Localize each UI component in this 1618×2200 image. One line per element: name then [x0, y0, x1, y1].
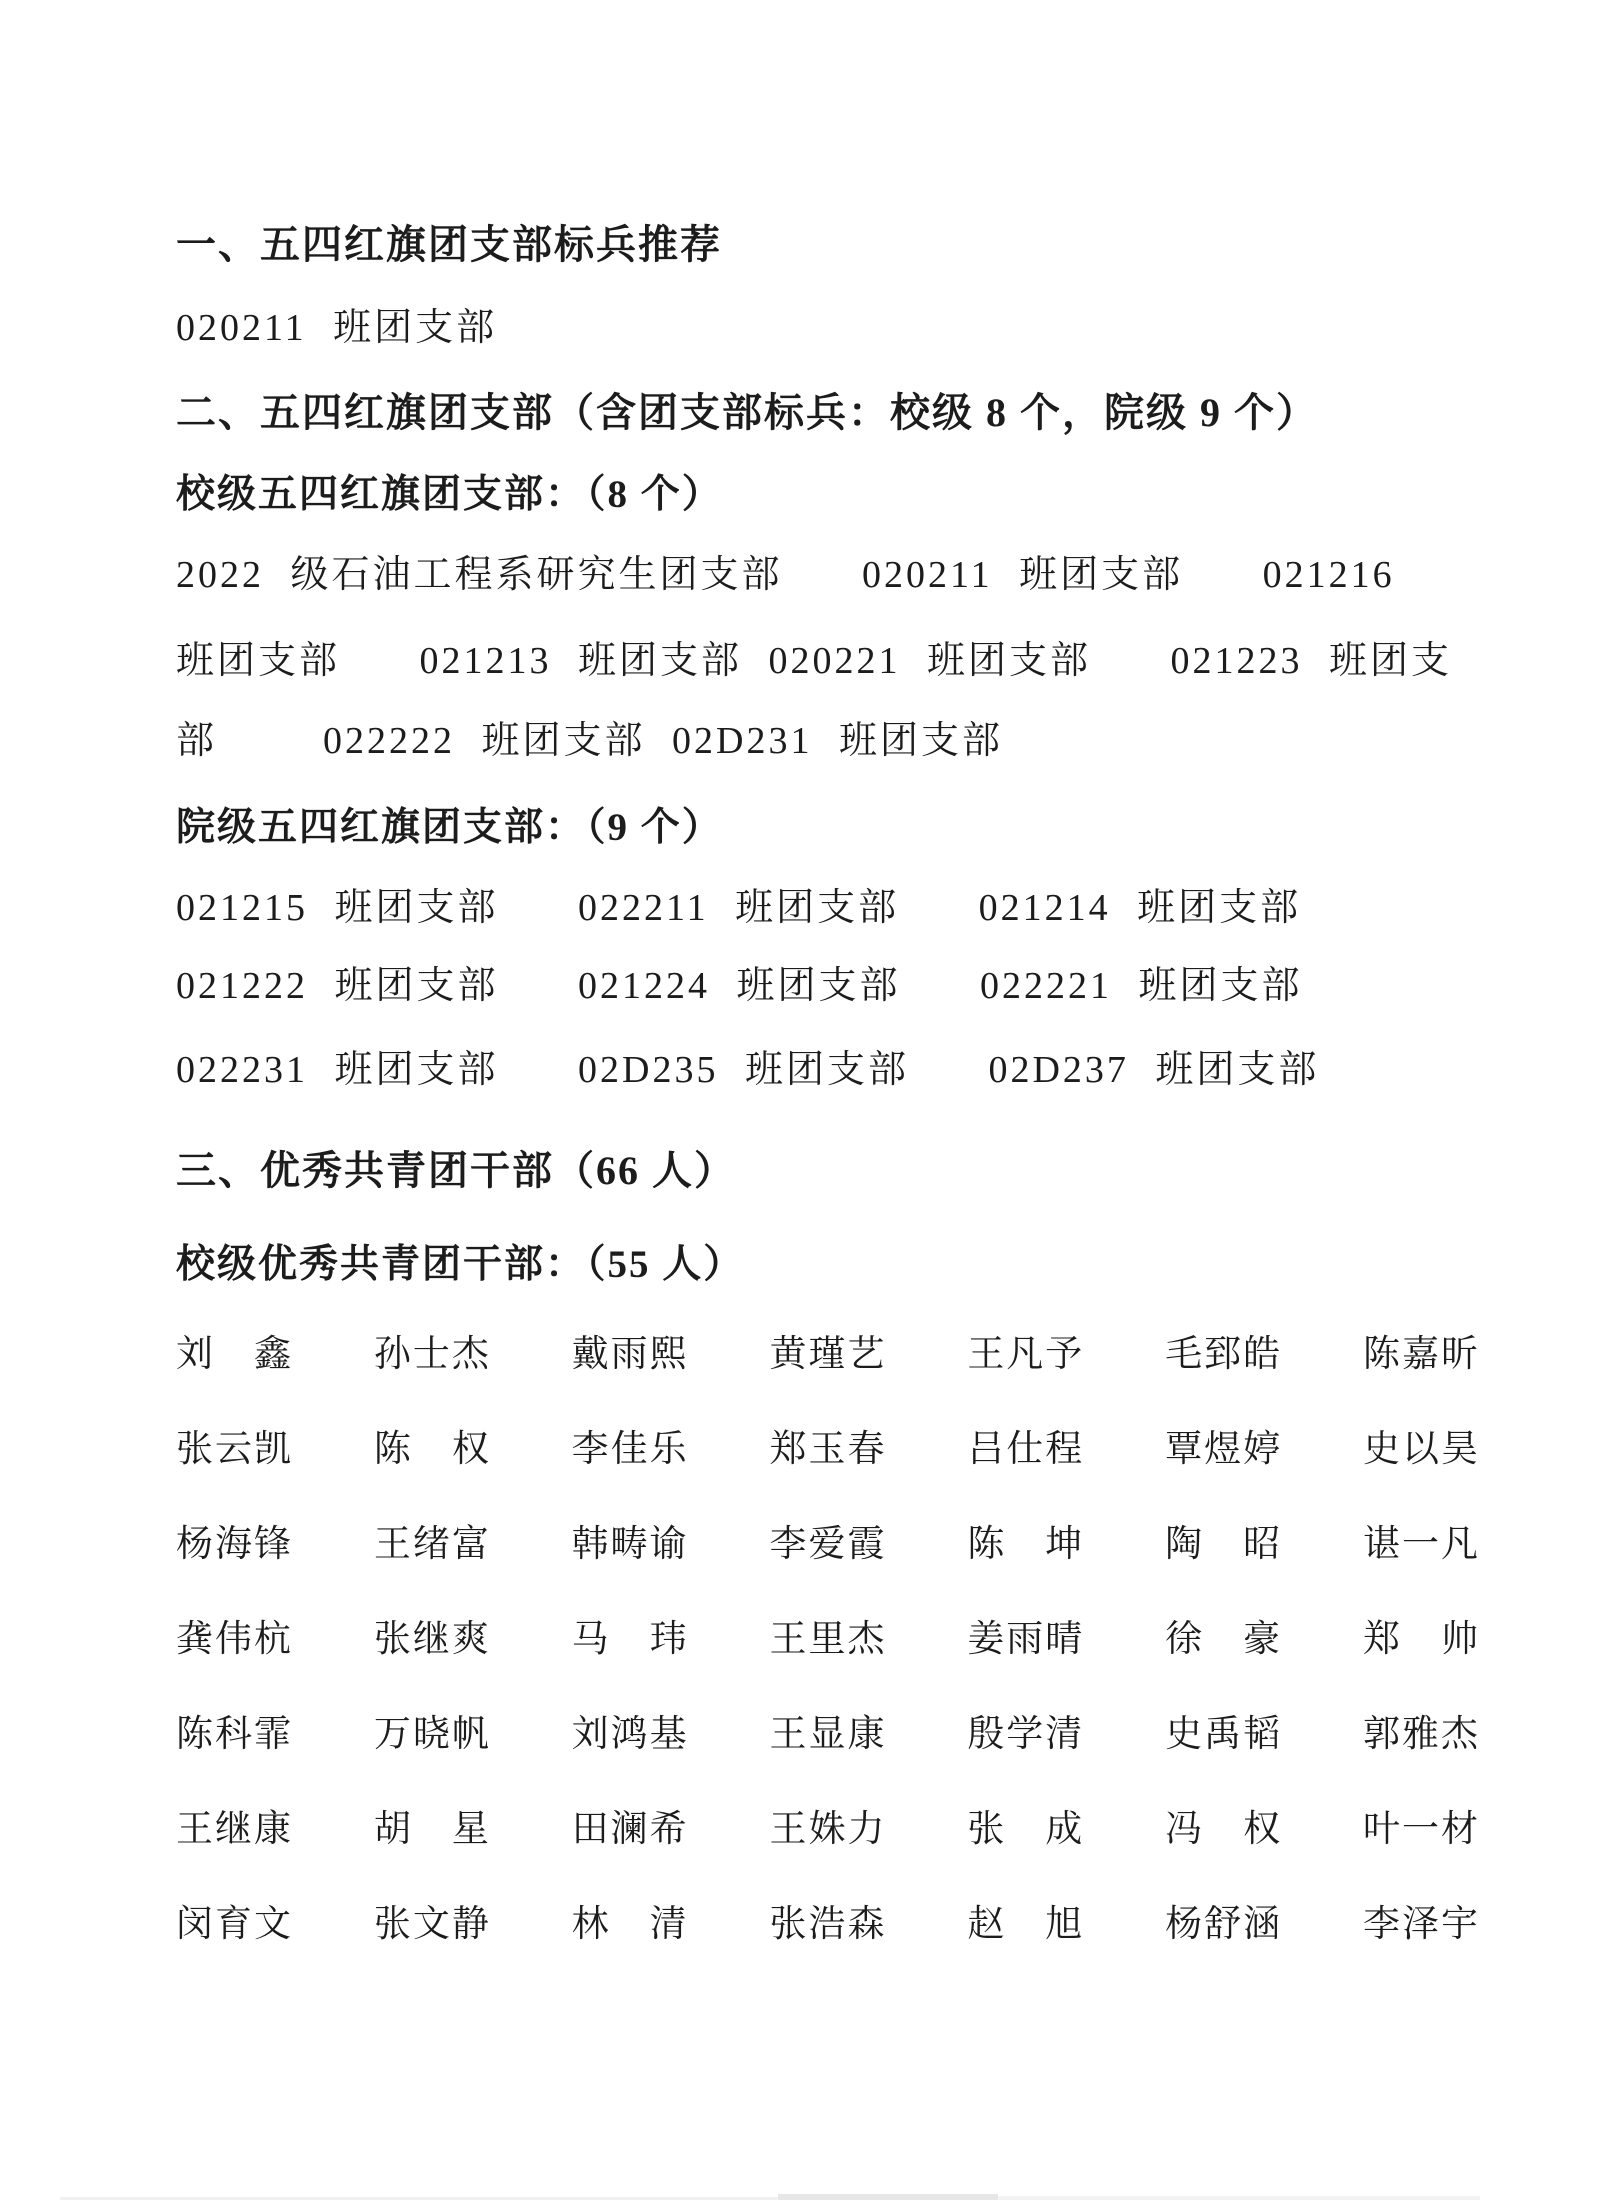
cadre-name: 韩畴谕	[571, 1524, 689, 1565]
cadre-name: 杨海锋	[176, 1524, 293, 1565]
cadre-name: 陈科霏	[176, 1714, 293, 1755]
cadre-name-grid	[176, 1333, 1480, 1946]
cadre-name: 王显康	[769, 1714, 887, 1755]
college-level-line: 021222 班团支部 021224 班团支部 022221 班团支部	[176, 965, 1303, 1007]
cadre-subheading: 校级优秀共青团干部：（55 人）	[176, 1243, 745, 1286]
cadre-name: 杨舒涵	[1165, 1904, 1283, 1945]
cadre-name: 胡 星	[373, 1809, 491, 1850]
cadre-name: 陶 昭	[1165, 1524, 1283, 1565]
college-level-subheading: 院级五四红旗团支部：（9 个）	[176, 806, 723, 849]
cadre-name: 张继爽	[373, 1619, 491, 1660]
scan-artifact-strip	[0, 2193, 1618, 2200]
cadre-name-row	[176, 1523, 1480, 1566]
cadre-name: 闵育文	[176, 1904, 293, 1945]
cadre-name: 毛郅皓	[1165, 1334, 1283, 1375]
cadre-name-row	[176, 1808, 1480, 1851]
school-level-line: 部 022222 班团支部 02D231 班团支部	[176, 720, 1003, 762]
cadre-name: 李佳乐	[571, 1429, 689, 1470]
school-level-line: 班团支部 021213 班团支部 020221 班团支部 021223 班团支	[176, 640, 1453, 682]
cadre-name: 黄瑾艺	[769, 1334, 887, 1375]
cadre-name: 王继康	[176, 1809, 293, 1850]
cadre-name-row	[176, 1713, 1480, 1756]
cadre-name: 郑玉春	[769, 1429, 887, 1470]
cadre-name: 田澜希	[571, 1809, 689, 1850]
cadre-name: 张浩森	[769, 1904, 887, 1945]
school-level-subheading: 校级五四红旗团支部：（8 个）	[176, 473, 723, 516]
cadre-name: 龚伟杭	[176, 1619, 293, 1660]
cadre-name: 陈 坤	[967, 1524, 1085, 1565]
section2-heading: 二、五四红旗团支部（含团支部标兵：校级 8 个，院级 9 个）	[176, 390, 1318, 435]
cadre-name: 谌一凡	[1362, 1524, 1480, 1565]
cadre-name: 林 清	[571, 1904, 689, 1945]
college-level-line: 021215 班团支部 022211 班团支部 021214 班团支部	[176, 887, 1302, 929]
scan-artifact	[998, 2196, 1480, 2200]
cadre-name: 孙士杰	[373, 1334, 491, 1375]
cadre-name: 叶一材	[1362, 1809, 1480, 1850]
cadre-name: 刘鸿基	[571, 1714, 689, 1755]
cadre-name: 陈嘉昕	[1362, 1334, 1480, 1375]
cadre-name: 王凡予	[967, 1334, 1085, 1375]
school-level-line: 2022 级石油工程系研究生团支部 020211 班团支部 021216	[176, 554, 1395, 596]
cadre-name: 李泽宇	[1362, 1904, 1480, 1945]
cadre-name: 徐 豪	[1165, 1619, 1283, 1660]
cadre-name: 史以昊	[1362, 1429, 1480, 1470]
cadre-name: 戴雨熙	[571, 1334, 689, 1375]
cadre-name: 史禹韬	[1165, 1714, 1283, 1755]
cadre-name: 刘 鑫	[176, 1334, 293, 1375]
cadre-name: 郑 帅	[1362, 1619, 1480, 1660]
section3-heading: 三、优秀共青团干部（66 人）	[176, 1148, 736, 1193]
college-level-line: 022231 班团支部 02D235 班团支部 02D237 班团支部	[176, 1049, 1320, 1091]
cadre-name: 姜雨晴	[967, 1619, 1085, 1660]
cadre-name-row	[176, 1618, 1480, 1661]
cadre-name: 张云凯	[176, 1429, 293, 1470]
cadre-name: 王里杰	[769, 1619, 887, 1660]
cadre-name: 殷学清	[967, 1714, 1085, 1755]
cadre-name: 万晓帆	[373, 1714, 491, 1755]
cadre-name: 王绪富	[373, 1524, 491, 1565]
section1-branch-line: 020211 班团支部	[176, 307, 498, 349]
cadre-name-row	[176, 1428, 1480, 1471]
cadre-name: 吕仕程	[967, 1429, 1085, 1470]
cadre-name-row	[176, 1333, 1480, 1376]
scan-artifact	[778, 2194, 998, 2200]
cadre-name: 张 成	[967, 1809, 1085, 1850]
cadre-name: 覃煜婷	[1165, 1429, 1283, 1470]
cadre-name: 赵 旭	[967, 1904, 1085, 1945]
cadre-name: 陈 权	[373, 1429, 491, 1470]
cadre-name: 郭雅杰	[1362, 1714, 1480, 1755]
cadre-name: 王姝力	[769, 1809, 887, 1850]
cadre-name-row	[176, 1903, 1480, 1946]
section1-heading: 一、五四红旗团支部标兵推荐	[176, 222, 722, 267]
cadre-name: 冯 权	[1165, 1809, 1283, 1850]
cadre-name: 李爱霞	[769, 1524, 887, 1565]
cadre-name: 马 玮	[571, 1619, 689, 1660]
cadre-name: 张文静	[373, 1904, 491, 1945]
